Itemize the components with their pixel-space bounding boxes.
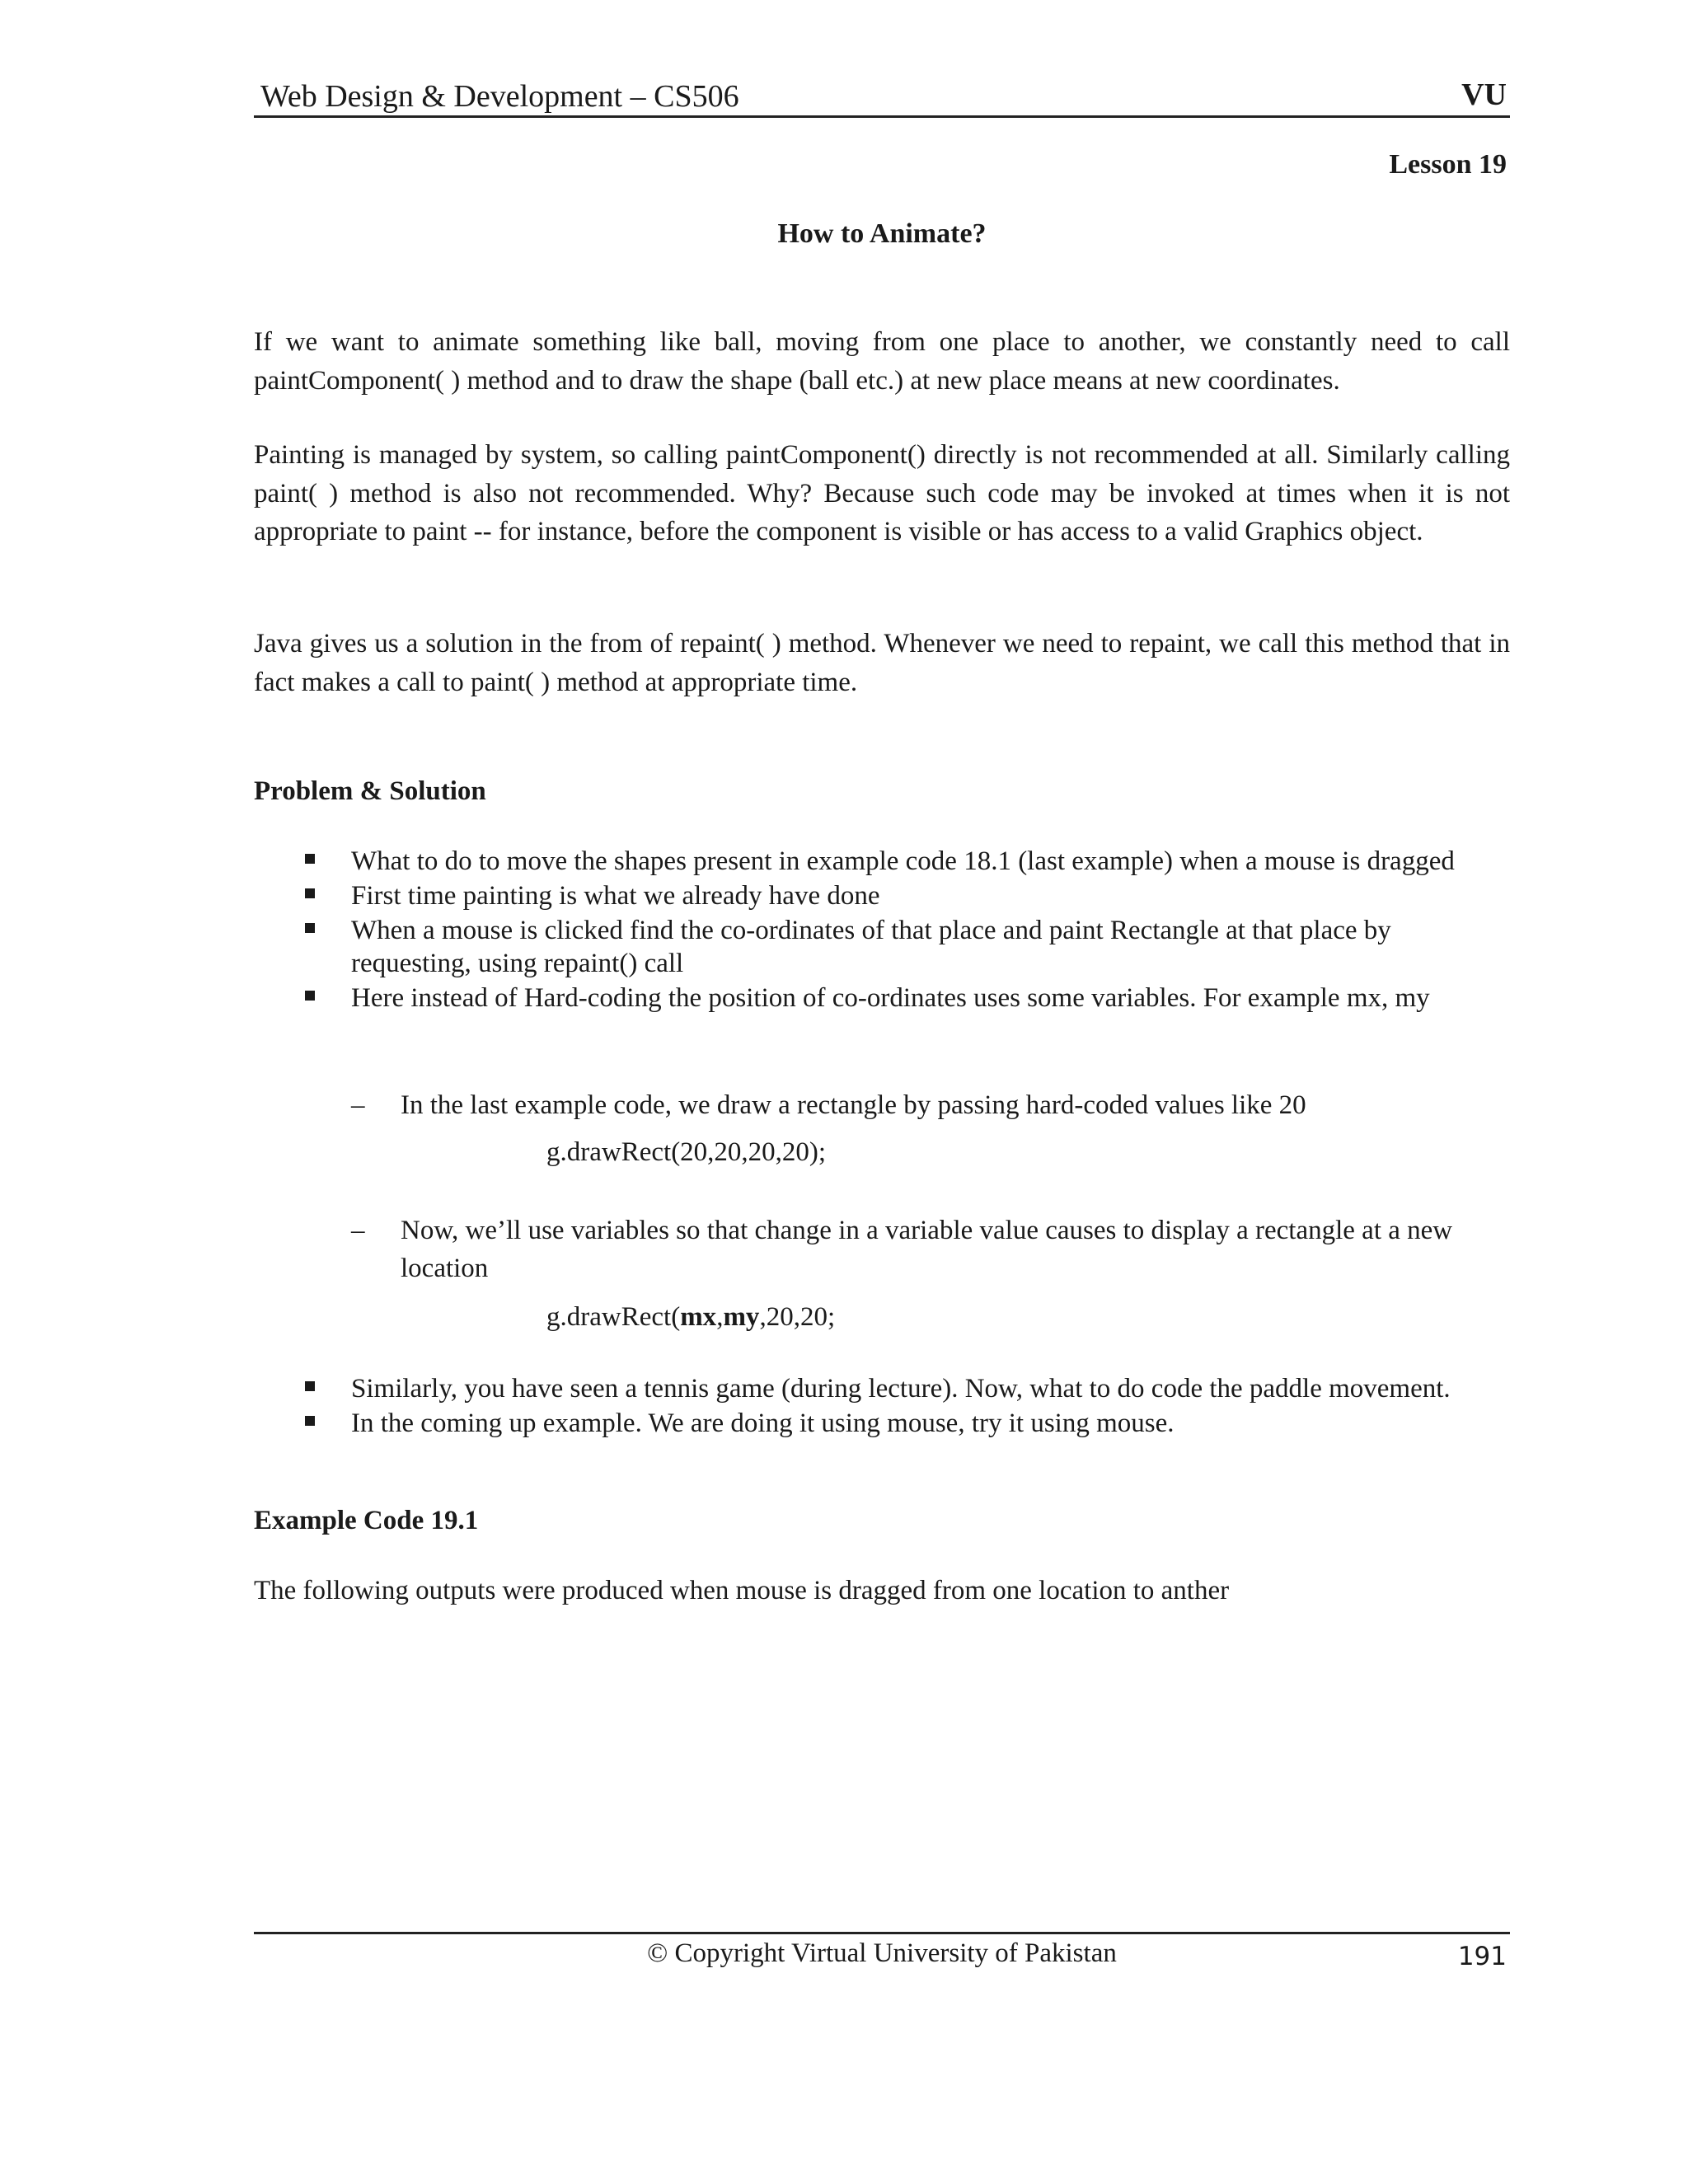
square-bullet-icon — [305, 1416, 315, 1426]
paragraph-repaint: Java gives us a solution in the from of repaint( ) method. Whenever we need to repaint, we call this method that in fact makes a call to paint( ) method at appropriate time. — [254, 629, 1510, 697]
document-page — [254, 0, 1510, 2184]
footer-copyright: © Copyright Virtual University of Pakistan — [647, 1938, 1117, 1968]
list-item: First time painting is what we already have done — [254, 879, 1510, 912]
list-item: Similarly, you have seen a tennis game (during lecture). Now, what to do code the paddle movement. — [254, 1372, 1510, 1405]
code-snippet-hardcoded: g.drawRect(20,20,20,20); — [546, 1137, 827, 1167]
footer-divider — [254, 1932, 1510, 1934]
square-bullet-icon — [305, 854, 315, 864]
list-item: When a mouse is clicked find the co-ordinates of that place and paint Rectangle at that place by requesting, using repaint() call — [254, 914, 1510, 980]
dash-bullet: – — [351, 1090, 365, 1120]
example-heading: Example Code 19.1 — [254, 1506, 479, 1535]
lesson-number: Lesson 19 — [1389, 149, 1507, 180]
page-number: 191 — [1457, 1942, 1507, 1971]
page-header — [254, 76, 1510, 118]
paragraph-painting: Painting is managed by system, so calling paintComponent() directly is not recommended at all. Similarly calling paint( ) method is also not recommended. Why? Because such code may be invoked at times when it is not appropriate to paint -- for instance, before the component is visible or has access to a valid Graphics object. — [254, 440, 1510, 546]
problem-solution-list — [254, 845, 1510, 1016]
code-snippet-variables: g.drawRect(mx,my,20,20; — [546, 1302, 836, 1332]
sub-item-text: Now, we’ll use variables so that change in a variable value causes to display a rectangle at a new location — [401, 1216, 1453, 1283]
square-bullet-icon — [305, 1381, 315, 1391]
example-text: The following outputs were produced when mouse is dragged from one location to anther — [254, 1576, 1230, 1605]
course-title: Web Design & Development – CS506 — [260, 79, 739, 114]
square-bullet-icon — [305, 888, 315, 898]
list-item: What to do to move the shapes present in example code 18.1 (last example) when a mouse is dragged — [254, 845, 1510, 878]
list-item: Here instead of Hard-coding the position of co-ordinates uses some variables. For example mx, my — [254, 982, 1510, 1015]
paragraph-intro: If we want to animate something like ball, moving from one place to another, we constantly need to call paintComponent( ) method and to draw the shape (ball etc.) at new place means at new coordinates. — [254, 327, 1510, 396]
list-item: In the coming up example. We are doing it using mouse, try it using mouse. — [254, 1407, 1510, 1440]
tennis-list — [254, 1372, 1510, 1441]
dash-bullet: – — [351, 1216, 365, 1245]
sub-item-text: In the last example code, we draw a rectangle by passing hard-coded values like 20 — [401, 1090, 1306, 1120]
institution-label: VU — [1461, 77, 1507, 112]
code-var-my: my — [723, 1302, 760, 1332]
problem-solution-heading: Problem & Solution — [254, 776, 486, 806]
code-var-mx: mx — [680, 1302, 717, 1332]
square-bullet-icon — [305, 991, 315, 1001]
page-title: How to Animate? — [777, 218, 987, 249]
square-bullet-icon — [305, 923, 315, 933]
